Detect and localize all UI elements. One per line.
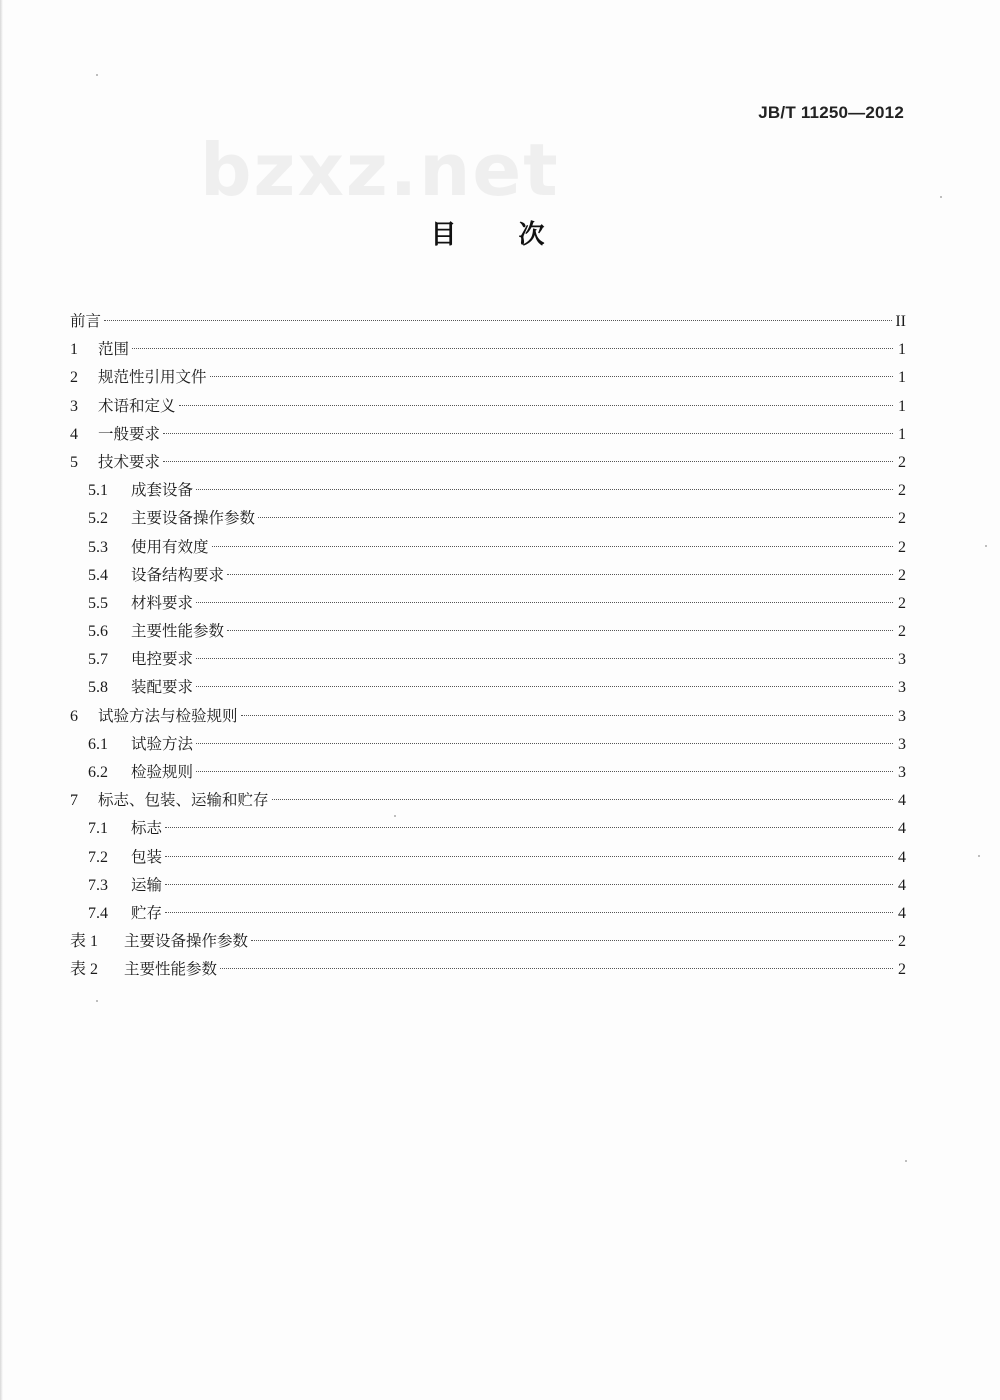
toc-entry-page: 2 xyxy=(898,961,906,979)
dot-leader xyxy=(251,940,893,941)
toc-entry[interactable] xyxy=(70,814,906,842)
toc-entry-page: 3 xyxy=(898,735,906,753)
toc-entry[interactable] xyxy=(70,843,906,871)
toc-entry-page: 2 xyxy=(898,623,906,641)
scan-speck xyxy=(96,74,98,76)
toc-entry-page: 3 xyxy=(898,679,906,697)
toc-entry-number: 1 xyxy=(70,341,78,359)
toc-entry-label: 检验规则 xyxy=(131,763,194,781)
toc-entry[interactable] xyxy=(70,871,906,899)
toc-entry-label: 标志 xyxy=(131,819,163,838)
toc-entry-number: 5.1 xyxy=(88,482,108,500)
table-of-contents xyxy=(70,307,906,984)
toc-entry[interactable] xyxy=(70,561,906,589)
toc-entry-number: 5.6 xyxy=(88,623,108,641)
toc-entry-label: 标志、包装、运输和贮存 xyxy=(98,791,269,810)
toc-entry-number: 7.1 xyxy=(88,820,108,838)
toc-entry-page: 1 xyxy=(898,425,906,443)
toc-entry-number: 4 xyxy=(70,425,78,443)
toc-entry-label: 主要性能参数 xyxy=(131,622,225,641)
toc-entry-label: 技术要求 xyxy=(98,452,161,471)
toc-entry-label: 使用有效度 xyxy=(131,537,209,556)
dot-leader xyxy=(196,686,893,687)
toc-entry[interactable] xyxy=(70,420,906,448)
dot-leader xyxy=(196,771,893,772)
toc-entry-number: 5.2 xyxy=(88,510,108,528)
dot-leader xyxy=(196,602,893,603)
toc-entry-page: 3 xyxy=(898,764,906,781)
dot-leader xyxy=(210,376,893,377)
toc-entry-number: 表 2 xyxy=(70,961,99,979)
toc-entry-label: 材料要求 xyxy=(131,593,194,612)
scan-edge xyxy=(0,0,3,1400)
toc-entry-label: 主要设备操作参数 xyxy=(124,932,249,951)
toc-entry-page: 2 xyxy=(898,566,906,584)
toc-entry-page: 4 xyxy=(898,848,906,866)
toc-entry-number: 5.4 xyxy=(88,566,108,584)
document-code: JB/T 11250—2012 xyxy=(758,103,904,122)
toc-entry-label: 设备结构要求 xyxy=(131,565,225,584)
toc-entry-page: 4 xyxy=(898,820,906,838)
toc-entry-label: 电控要求 xyxy=(131,650,194,669)
toc-entry[interactable] xyxy=(70,363,906,391)
dot-leader xyxy=(163,461,893,462)
toc-entry[interactable] xyxy=(70,504,906,532)
scan-speck xyxy=(978,855,980,857)
dot-leader xyxy=(196,489,893,490)
toc-entry-page: 2 xyxy=(898,482,906,500)
toc-entry-page: 1 xyxy=(898,341,906,359)
toc-entry[interactable] xyxy=(70,786,906,814)
dot-leader xyxy=(179,405,893,406)
toc-entry[interactable] xyxy=(70,730,906,758)
toc-entry[interactable] xyxy=(70,448,906,476)
dot-leader xyxy=(212,546,893,547)
dot-leader xyxy=(132,348,893,349)
toc-entry[interactable] xyxy=(70,617,906,645)
toc-entry-page: II xyxy=(895,313,906,330)
watermark: bzxz.net xyxy=(200,128,560,212)
toc-entry-label: 试验方法 xyxy=(131,734,194,753)
toc-entry-label: 包装 xyxy=(131,847,163,866)
toc-entry-label: 主要设备操作参数 xyxy=(131,509,256,528)
toc-entry[interactable] xyxy=(70,702,906,730)
scan-speck xyxy=(940,196,942,198)
dot-leader xyxy=(165,884,893,885)
dot-leader xyxy=(104,320,892,321)
toc-entry[interactable] xyxy=(70,589,906,617)
toc-entry-number: 3 xyxy=(70,397,78,415)
toc-entry-number: 2 xyxy=(70,369,78,387)
toc-entry-page: 4 xyxy=(898,876,906,894)
toc-entry-number: 5.5 xyxy=(88,594,108,612)
toc-entry-label: 试验方法与检验规则 xyxy=(98,706,238,725)
toc-entry-page: 2 xyxy=(898,538,906,556)
dot-leader xyxy=(165,856,893,857)
toc-entry-page: 2 xyxy=(898,453,906,471)
dot-leader xyxy=(165,912,893,913)
toc-entry-label: 运输 xyxy=(131,875,163,894)
toc-entry-label: 术语和定义 xyxy=(98,396,176,415)
toc-entry-page: 3 xyxy=(898,707,906,725)
toc-entry[interactable] xyxy=(70,899,906,927)
toc-entry[interactable] xyxy=(70,758,906,786)
toc-entry-label: 规范性引用文件 xyxy=(98,368,207,387)
toc-entry-number: 5.3 xyxy=(88,538,108,556)
toc-entry-number: 7.2 xyxy=(88,848,108,866)
toc-entry-number: 5.7 xyxy=(88,651,108,669)
toc-entry-label: 成套设备 xyxy=(131,481,194,500)
toc-entry-label: 主要性能参数 xyxy=(124,960,218,979)
toc-entry-number: 5.8 xyxy=(88,679,108,697)
toc-entry-page: 2 xyxy=(898,594,906,612)
dot-leader xyxy=(165,827,893,828)
dot-leader xyxy=(220,968,893,969)
toc-entry-page: 1 xyxy=(898,369,906,387)
toc-entry-page: 4 xyxy=(898,904,906,922)
toc-entry[interactable] xyxy=(70,533,906,561)
toc-entry-page: 1 xyxy=(898,397,906,415)
toc-entry-number: 表 1 xyxy=(70,933,99,951)
scan-speck xyxy=(905,1160,907,1162)
toc-entry-number: 7 xyxy=(70,792,78,810)
dot-leader xyxy=(196,743,893,744)
dot-leader xyxy=(272,799,893,800)
toc-entry-number: 6 xyxy=(70,707,78,725)
toc-entry-number: 7.3 xyxy=(88,876,108,894)
scan-speck xyxy=(96,1000,98,1002)
toc-entry-number: 5 xyxy=(70,453,78,471)
toc-entry-label: 一般要求 xyxy=(98,424,161,443)
toc-entry[interactable] xyxy=(70,392,906,420)
dot-leader xyxy=(196,658,893,659)
dot-leader xyxy=(163,433,893,434)
dot-leader xyxy=(227,574,893,575)
dot-leader xyxy=(241,715,893,716)
toc-entry[interactable] xyxy=(70,476,906,504)
toc-entry-page: 3 xyxy=(898,651,906,669)
scan-speck xyxy=(985,545,987,547)
dot-leader xyxy=(258,517,893,518)
toc-entry-label: 贮存 xyxy=(131,903,163,922)
dot-leader xyxy=(227,630,893,631)
toc-entry-label: 装配要求 xyxy=(131,678,194,697)
scan-speck xyxy=(394,815,396,817)
toc-entry[interactable] xyxy=(70,307,906,335)
toc-entry-page: 2 xyxy=(898,510,906,528)
toc-entry[interactable] xyxy=(70,335,906,363)
toc-entry-number: 6.2 xyxy=(88,764,108,781)
toc-entry[interactable] xyxy=(70,673,906,701)
toc-entry-number: 6.1 xyxy=(88,735,108,753)
toc-entry-label: 范围 xyxy=(98,340,130,359)
toc-entry-number: 7.4 xyxy=(88,904,108,922)
toc-entry-page: 4 xyxy=(898,792,906,810)
toc-entry-page: 2 xyxy=(898,933,906,951)
toc-entry-label: 前言 xyxy=(70,312,102,330)
toc-entry[interactable] xyxy=(70,645,906,673)
toc-title: 目次 xyxy=(430,220,607,250)
toc-entry[interactable] xyxy=(70,955,906,983)
toc-entry[interactable] xyxy=(70,927,906,955)
